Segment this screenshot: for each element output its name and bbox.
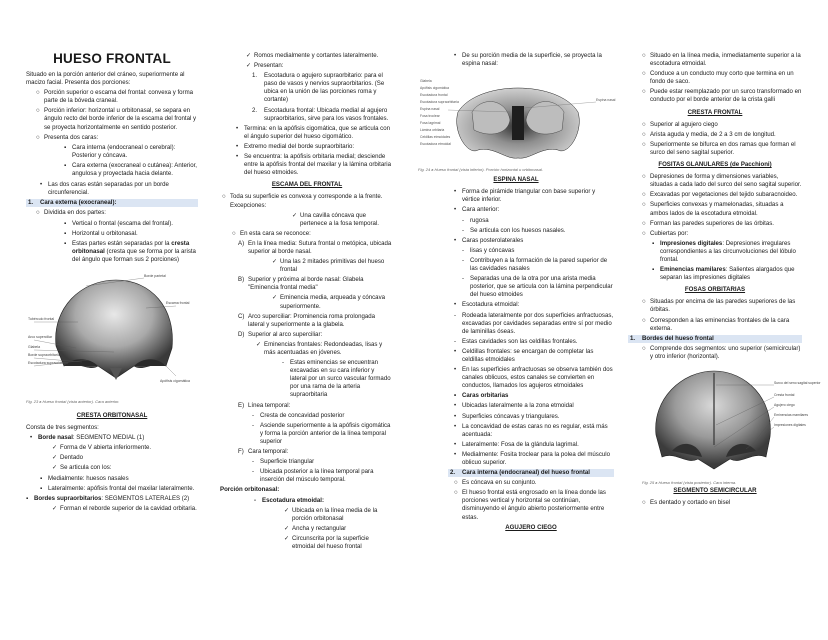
skull-posterior-illustration xyxy=(642,365,821,477)
list-item: • En las superficies anfractuosas se observa también dos canales oblicuos, estos canales se convierten en conductos, llamados los agujeros etmoidales xyxy=(454,366,613,390)
figure-label: Surco del seno sagital superior xyxy=(774,381,821,385)
list-item: ○ Es cóncava en su conjunto. xyxy=(454,479,537,487)
figure-label: Escotadura frontal xyxy=(420,93,448,98)
figure-label: Lámina orbitaria xyxy=(420,128,445,133)
list-item: - Ubicada posterior a la línea temporal para inserción del músculo temporal. xyxy=(252,468,374,484)
list-item: ✓ Dentado xyxy=(52,454,84,462)
list-item: ○ Arista aguda y media, de 2 a 3 cm de longitud. xyxy=(642,130,776,138)
list-item: ○ El hueso frontal está engrosado en la línea donde las porciones vertical y horizontal se continúan, disminuyendo el ángulo abierto posteriormente entre estas. xyxy=(454,489,606,521)
list-item: ○ Es dentado y cortado en bisel xyxy=(642,499,731,507)
figure-label: Borde parietal xyxy=(144,273,166,278)
figure-caption: Fig. 25 ▸ Hueso frontal (vista posterior). Cara interna. xyxy=(642,480,737,486)
list-item: ○ Superficies convexas y mamelonadas, situadas a ambos lados de la escotadura etmoidal. xyxy=(642,201,784,217)
list-item: ○ Situado en la línea media, inmediatamente superior a la escotadura etmoidal. xyxy=(642,52,801,68)
list-item: • Ubicadas lateralmente a la zona etmoidal xyxy=(454,402,574,410)
list-item: B) Superior y próxima al borde nasal: Glabela "Eminencia frontal media" xyxy=(238,276,364,292)
list-item: - Se articula con los huesos nasales. xyxy=(462,226,566,234)
list-item: - Estas eminencias se encuentran excavadas en su cara inferior y lateral por un surco vascular formado por una rama de la arteria supraorbitaria xyxy=(282,359,391,399)
list-item: ○ Presenta dos caras: xyxy=(36,133,99,141)
list-item: • Escotadura etmoidal: xyxy=(454,301,520,309)
list-item: - Contribuyen a la formación de la pared superior de las cavidades nasales xyxy=(462,256,608,273)
list-item: - Escotadura etmoidal: xyxy=(254,496,324,504)
figure-label: Borde supraorbitario xyxy=(28,352,60,357)
list-item: ▪ Estas partes están separadas por la cresta orbitonasal (cresta que se forma por la arista del ángulo que forman sus 2 porciones) xyxy=(64,239,196,263)
section-heading-cresta-frontal: CRESTA FRONTAL xyxy=(687,108,743,116)
list-item: • Forma de pirámide triangular con base superior y vértice inferior. xyxy=(454,188,596,204)
section-heading-espina-nasal: ESPINA NASAL xyxy=(493,176,539,184)
list-item: • Borde nasal: SEGMENTO MEDIAL (1) xyxy=(30,434,145,442)
list-item: ○ Situadas por encima de las paredes superiores de las órbitas. xyxy=(642,298,796,314)
list-item: C) Arco superciliar: Prominencia roma prolongada lateral y superiormente a la glabela. xyxy=(238,312,376,328)
page-title: HUESO FRONTAL xyxy=(53,51,171,66)
list-item: ▪ Bordes supraorbitarios: SEGMENTOS LATERALES (2) xyxy=(26,494,190,502)
list-item: A) En la línea media: Sutura frontal o metópica, ubicada superior al borde nasal. xyxy=(238,239,392,255)
column-2 xyxy=(222,52,392,553)
frontal-bone-posterior-figure xyxy=(642,365,821,486)
list-item: ▪ Cara externa (exocraneal o cutánea): Anterior, angulosa y proyectada hacia delante. xyxy=(64,161,197,178)
figure-label: Agujero ciego xyxy=(774,403,795,407)
figure-label: Espina nasal xyxy=(596,98,616,103)
figure-label: Eminencias mamilares xyxy=(774,413,809,417)
list-item: ○ Toda su superficie es convexa y corresponde a la frente. Excepciones: xyxy=(222,193,383,209)
list-item: ○ Cubiertas por: xyxy=(642,229,689,237)
figure-label: Apófisis cigomática xyxy=(420,86,450,91)
list-item: ✓ Eminencia media, arqueada y cóncava superiormente. xyxy=(272,294,386,310)
column-1 xyxy=(26,0,198,515)
list-item: ○ En esta cara se reconoce: xyxy=(232,229,311,237)
frontal-bone-anterior-figure xyxy=(26,268,198,405)
list-item: ▪ Horizontal u orbitonasal. xyxy=(64,229,138,237)
figure-label: Escotadura supraorbitaria xyxy=(28,360,69,365)
list-item: ○ Excavadas por vegetaciones del tejido subaracnoideo. xyxy=(642,191,798,199)
section-heading-fosas-orbitarias: FOSAS ORBITARIAS xyxy=(684,286,746,294)
figure-label: Glabela xyxy=(28,344,41,349)
list-item: E) Línea temporal: xyxy=(238,401,291,409)
figure-label: Escotadura etmoidal xyxy=(420,142,451,147)
list-item: • Medialmente: Fosita troclear para la polea del músculo oblicuo superior. xyxy=(454,450,611,466)
list-item: ○ Forman las paredes superiores de las órbitas. xyxy=(642,219,774,227)
list-item: ○ Porción inferior: horizontal u orbitonasal, se separa en ángulo recto del borde inferior de la escama del frontal y se proyecta horizontalmente en sentido posterior. xyxy=(36,107,197,131)
section-band-cara-interna: 2. Cara interna (endocraneal) del hueso frontal xyxy=(448,469,614,477)
figure-caption: Fig. 24 ▸ Hueso frontal (vista inferior). Porción horizontal u orbitonasal. xyxy=(418,167,543,173)
list-item: • Celdillas frontales: se encargan de completar las celdillas etmoidales xyxy=(454,347,594,363)
list-item: F) Cara temporal: xyxy=(238,448,289,456)
list-item: • Las dos caras están separadas por un borde circunferencial. xyxy=(40,181,169,197)
figure-label: Fosa troclear xyxy=(420,114,440,119)
list-item: ▪ Lateralmente: apófisis frontal del maxilar lateralmente. xyxy=(40,484,195,492)
list-item: ○ Dividida en dos partes: xyxy=(36,209,106,217)
figure-label: Celdillas etmoidales xyxy=(420,135,451,140)
list-item: - Separadas una de la otra por una arista media posterior, que se articula con la lámina perpendicular del hueso etmoides xyxy=(462,275,613,299)
list-item: ✓ Ancha y rectangular xyxy=(284,524,347,532)
figure-label: Arco superciliar xyxy=(28,334,53,339)
list-item: ▪ Cara interna (endocraneal o cerebral): Posterior y cóncava. xyxy=(64,143,176,159)
list-item: - Cresta de concavidad posterior xyxy=(252,411,345,419)
list-item: ✓ Una las 2 mitades primitivas del hueso frontal xyxy=(272,258,385,274)
skull-anterior-illustration xyxy=(26,268,198,396)
figure-caption: Fig. 23 ▸ Hueso frontal (vista anterior). Cara anterior. xyxy=(26,399,120,405)
list-item: • Extremo medial del borde supraorbitario: xyxy=(236,142,355,150)
figure-label: Espina nasal xyxy=(420,107,440,112)
list-item: ○ Puede estar reemplazado por un surco transformado en conducto por el borde anterior de la crista galli xyxy=(642,88,802,104)
figure-label: Glabela xyxy=(420,79,432,84)
list-item: ✓ Una cavilla cóncava que pertenece a la fosa temporal. xyxy=(292,211,379,227)
column-4 xyxy=(628,52,821,509)
list-item: ○ Corresponden a las eminencias frontales de la cara externa. xyxy=(642,316,790,332)
section-heading-segmento-semicircular: SEGMENTO SEMICIRCULAR xyxy=(673,487,757,494)
list-item: - Rodeada lateralmente por dos superficies anfractuosas, excavadas por cavidades separadas entre sí por medio de laminillas óseas. xyxy=(454,311,614,335)
list-item: ✓ Romos medialmente y cortantes lateralmente. xyxy=(246,52,379,59)
list-item: • La concavidad de estas caras no es regular, está más acentuada: xyxy=(454,422,608,438)
list-item: • De su porción media de la superficie, se proyecta la espina nasal: xyxy=(454,52,602,68)
list-item: ○ Superior al agujero ciego xyxy=(642,120,718,128)
porcion-orbitonasal-heading: Porción orbitonasal: xyxy=(220,486,280,494)
figure-label: Apófisis cigomática xyxy=(160,378,190,383)
list-item: ○ Conduce a un conducto muy corto que termina en un fondo de saco. xyxy=(642,70,794,86)
list-item: • Superficies cóncavas y triangulares. xyxy=(454,412,560,420)
list-item: 2. Escotadura frontal: Ubicada medial al agujero supraorbitarios, sirve para los vasos frontales. xyxy=(252,106,389,122)
list-item: ○ Superiormente se bifurca en dos ramas que forman el surco del seno sagital superior. xyxy=(642,140,796,156)
intro-text: Situado en la porción anterior del cráneo, superiormente al macizo facial. Presenta dos porciones: xyxy=(26,71,185,87)
figure-label: Cresta frontal xyxy=(774,393,795,397)
column-3 xyxy=(418,52,614,536)
list-item: ○ Depresiones de forma y dimensiones variables, situadas a cada lado del surco del seno sagital superior. xyxy=(642,173,802,189)
section-heading-fositas: FOSITAS GLANULARES (de Pacchioni) xyxy=(658,161,772,169)
section-heading-escama: ESCAMA DEL FRONTAL xyxy=(271,181,343,189)
list-item: ✓ Se articula con los: xyxy=(52,464,112,472)
list-item: • Caras posterolaterales xyxy=(454,236,524,244)
figure-label: Impresiones digitales xyxy=(774,423,806,427)
section-heading-agujero-ciego: AGUJERO CIEGO xyxy=(505,523,557,531)
list-item: • Se encuentra: la apófisis orbitaria medial; desciende entre la apófisis frontal del maxilar y la lámina orbitaria del hueso etmoides. xyxy=(236,153,391,177)
section-band-cara-externa: 1. Cara externa (exocraneal): xyxy=(26,199,198,207)
list-item: - Asciende superiormente a la apófisis cigomática y forma la porción anterior de la línea temporal superior xyxy=(252,421,391,445)
list-item: - Superficie triangular xyxy=(252,458,315,466)
figure-label: Escotadura supraorbitaria xyxy=(420,100,459,105)
section-heading-cresta-orbitonasal: CRESTA ORBITONASAL xyxy=(76,411,148,419)
figure-label: Escama frontal xyxy=(166,300,190,305)
list-item: ▪ Vertical o frontal (escama del frontal). xyxy=(64,219,173,227)
list-item: ✓ Forma de V abierta inferiormente. xyxy=(52,444,152,452)
list-item: • Cara anterior: xyxy=(454,206,500,214)
list-item: - rugosa xyxy=(462,216,489,224)
list-item: - lisas y cóncavas xyxy=(462,246,515,254)
section-band-bordes: 1. Bordes del hueso frontal xyxy=(628,335,802,343)
list-item: ✓ Circunscrita por la superficie etmoidal del hueso frontal xyxy=(284,534,369,550)
list-item: ▪ Eminencias mamilares: Salientes alargados que separan las impresiones digitales xyxy=(652,266,795,282)
list-item: • Caras orbitarias xyxy=(454,392,509,400)
list-item: ▪ Impresiones digitales: Depresiones irregulares correspondientes a las circunvoluciones del lóbulo frontal. xyxy=(652,239,796,263)
list-item: ✓ Forman el reborde superior de la cavidad orbitaria. xyxy=(52,504,197,512)
list-item: - Estas cavidades son las celdillas frontales. xyxy=(454,337,578,345)
list-item: ✓ Eminencias frontales: Redondeadas, lisas y más acentuadas en jóvenes. xyxy=(256,340,383,356)
frontal-bone-inferior-figure xyxy=(418,72,614,172)
list-item: D) Superior al arco superciliar: xyxy=(238,330,323,338)
list-item: • Lateralmente: Fosa de la glándula lagrimal. xyxy=(454,440,579,448)
figure-label: Tubérculo frontal xyxy=(28,316,55,321)
list-item: ○ Comprende dos segmentos: uno superior (semicircular) y otro inferior (horizontal). xyxy=(642,344,801,360)
list-item: ▪ Medialmente: huesos nasales xyxy=(40,474,129,482)
skull-inferior-illustration xyxy=(418,72,614,164)
figure-label: Fosa lagrimal xyxy=(420,121,441,126)
list-item: 1. Escotadura o agujero supraorbitario: para el paso de vasos y nervios supraorbitarios. (Se ubica en la unión de las porciones roma y cortante) xyxy=(252,72,385,104)
consta-text: Consta de tres segmentos: xyxy=(26,424,99,432)
list-item: ✓ Presentan: xyxy=(246,62,284,70)
list-item: • Termina: en la apófisis cigomática, que se articula con el ángulo superior del hueso cigomático. xyxy=(236,124,390,140)
list-item: ✓ Ubicada en la línea media de la porción orbitonasal xyxy=(284,506,378,522)
list-item: ○ Porción superior o escama del frontal: convexa y forma parte de la bóveda craneal. xyxy=(36,89,194,105)
